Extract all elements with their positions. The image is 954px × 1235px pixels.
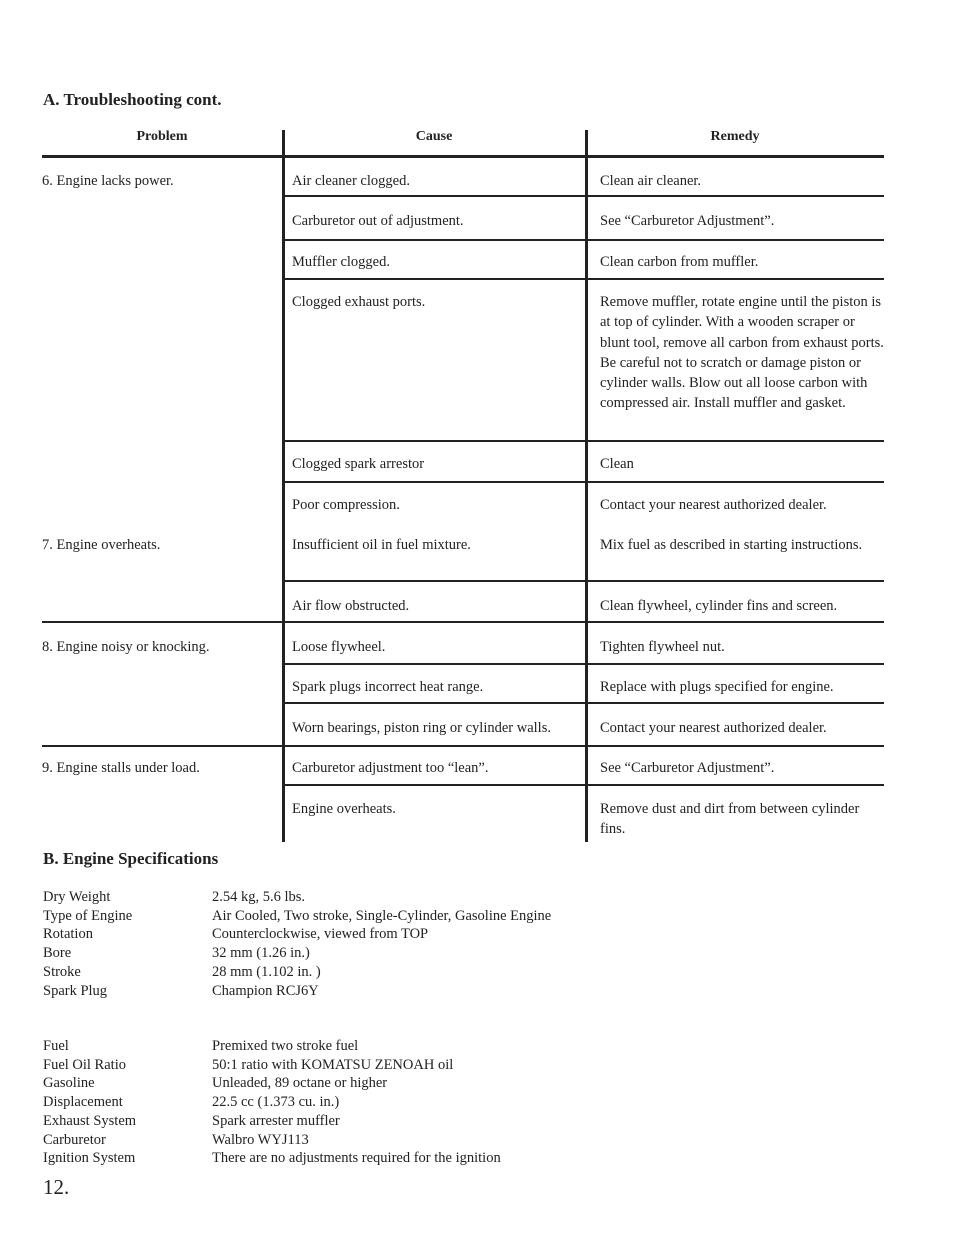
row-divider [283, 784, 884, 786]
remedy-cell: Remove dust and dirt from between cylinder fins. [600, 801, 860, 838]
spec-label: Gasoline [43, 1075, 95, 1092]
row-divider [283, 195, 884, 197]
spec-row [43, 1037, 501, 1056]
spec-row [43, 944, 551, 963]
spec-label: Bore [43, 945, 72, 962]
spec-value: 28 mm (1.102 in. ) [212, 963, 321, 980]
spec-label: Fuel Oil Ratio [43, 1056, 126, 1073]
spec-value: 32 mm (1.26 in.) [212, 945, 310, 962]
spec-value: Champion RCJ6Y [212, 982, 319, 999]
spec-label: Rotation [43, 926, 93, 943]
spec-list-engine [43, 888, 551, 1000]
spec-label: Dry Weight [43, 889, 111, 905]
problem-cell: 6. Engine lacks power. [42, 173, 174, 189]
cause-cell: Carburetor out of adjustment. [292, 213, 464, 229]
row-divider [283, 239, 884, 241]
group-divider [42, 745, 884, 747]
page-number: 12. [43, 1175, 70, 1199]
spec-row [43, 925, 551, 944]
group-divider [42, 621, 884, 623]
section-title-troubleshooting: A. Troubleshooting cont. [43, 90, 222, 109]
remedy-cell: Clean air cleaner. [600, 173, 702, 189]
section-title-specifications: B. Engine Specifications [43, 849, 219, 868]
spec-value: 50:1 ratio with KOMATSU ZENOAH oil [212, 1056, 454, 1073]
spec-value: There are no adjustments required for the ignition [212, 1150, 501, 1167]
spec-value: 22.5 cc (1.373 cu. in.) [212, 1094, 340, 1111]
spec-value: Spark arrester muffler [212, 1112, 340, 1129]
remedy-cell: Replace with plugs specified for engine. [600, 679, 834, 695]
spec-row [43, 907, 551, 926]
spec-label: Displacement [43, 1094, 123, 1111]
column-header-problem: Problem [136, 129, 188, 144]
troubleshooting-table [42, 126, 884, 842]
spec-row [43, 1149, 501, 1168]
spec-row [43, 1056, 501, 1075]
problem-cell: 9. Engine stalls under load. [42, 760, 200, 776]
remedy-cell: Clean [600, 456, 634, 472]
row-divider [283, 580, 884, 582]
spec-list-fuel [43, 1037, 501, 1168]
column-header-remedy: Remedy [710, 129, 760, 144]
remedy-cell: Remove muffler, rotate engine until the piston is at top of cylinder. With a wooden scraper or blunt tool, remove all carbon from exhaust ports. Be careful not to scratch or damage piston or cylinder walls. Blow out all loose carbon with compressed air. Install muffler and gasket. [600, 294, 884, 412]
cause-cell: Worn bearings, piston ring or cylinder walls. [292, 720, 551, 736]
spec-label: Stroke [43, 963, 81, 980]
spec-row [43, 963, 551, 982]
spec-label: Exhaust System [43, 1112, 137, 1129]
spec-row [43, 1131, 501, 1150]
spec-label: Ignition System [43, 1150, 136, 1167]
remedy-cell: Clean flywheel, cylinder fins and screen. [600, 598, 838, 614]
spec-value: Unleaded, 89 octane or higher [212, 1075, 388, 1092]
cause-cell: Muffler clogged. [292, 254, 390, 270]
remedy-cell: Contact your nearest authorized dealer. [600, 720, 827, 736]
cause-cell: Insufficient oil in fuel mixture. [292, 537, 471, 553]
row-divider [283, 663, 884, 665]
spec-row [43, 1093, 501, 1112]
spec-label: Fuel [43, 1038, 69, 1054]
header-rule [42, 155, 884, 158]
spec-row [43, 888, 551, 907]
spec-row [43, 1074, 501, 1093]
cause-cell: Air cleaner clogged. [292, 173, 410, 189]
cause-cell: Clogged exhaust ports. [292, 294, 426, 310]
row-divider [283, 278, 884, 280]
column-divider [585, 130, 588, 842]
spec-label: Carburetor [43, 1131, 106, 1148]
remedy-cell: See “Carburetor Adjustment”. [600, 213, 775, 229]
cause-cell: Carburetor adjustment too “lean”. [292, 760, 489, 776]
cause-cell: Air flow obstructed. [292, 598, 410, 614]
cause-cell: Poor compression. [292, 497, 400, 513]
remedy-cell: Mix fuel as described in starting instructions. [600, 537, 863, 553]
spec-label: Spark Plug [43, 982, 108, 999]
remedy-cell: Clean carbon from muffler. [600, 254, 759, 270]
problem-cell: 7. Engine overheats. [42, 537, 161, 553]
spec-value: Walbro WYJ113 [212, 1131, 309, 1148]
column-header-cause: Cause [415, 129, 453, 144]
cause-cell: Loose flywheel. [292, 639, 386, 655]
problem-cell: 8. Engine noisy or knocking. [42, 639, 210, 655]
column-divider [282, 130, 285, 842]
spec-value: 2.54 kg, 5.6 lbs. [212, 889, 306, 905]
cause-cell: Spark plugs incorrect heat range. [292, 679, 484, 695]
spec-row [43, 982, 551, 1001]
cause-cell: Engine overheats. [292, 801, 396, 817]
spec-label: Type of Engine [43, 907, 133, 924]
remedy-cell: Contact your nearest authorized dealer. [600, 497, 827, 513]
spec-value: Counterclockwise, viewed from TOP [212, 926, 429, 943]
spec-value: Premixed two stroke fuel [212, 1038, 359, 1054]
row-divider [283, 481, 884, 483]
row-divider [283, 702, 884, 704]
cause-cell: Clogged spark arrestor [292, 456, 425, 472]
spec-value: Air Cooled, Two stroke, Single-Cylinder, Gasoline Engine [212, 907, 552, 924]
spec-row [43, 1112, 501, 1131]
row-divider [283, 440, 884, 442]
remedy-cell: Tighten flywheel nut. [600, 639, 725, 655]
remedy-cell: See “Carburetor Adjustment”. [600, 760, 775, 776]
